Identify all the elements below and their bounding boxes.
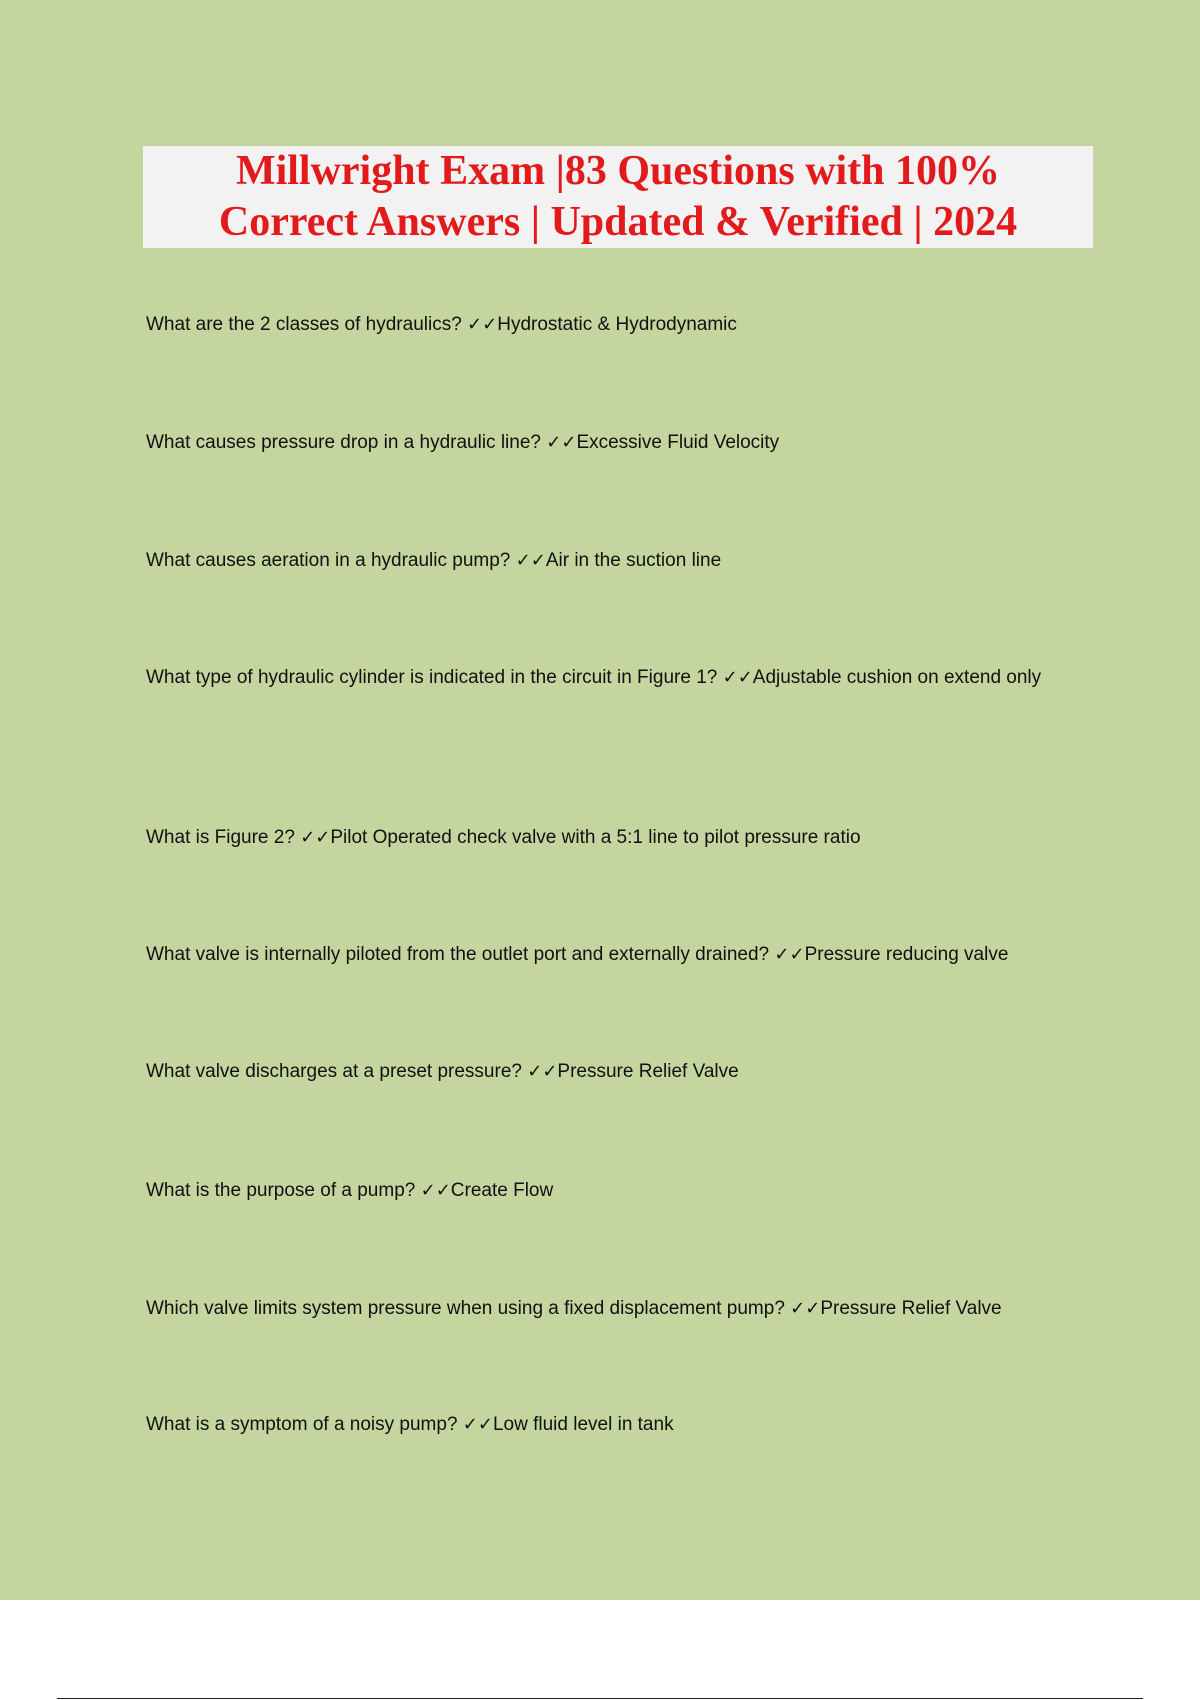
question-text: What is a symptom of a noisy pump? xyxy=(146,1414,458,1435)
question-text: What is Figure 2? xyxy=(146,827,295,848)
question-text: What causes pressure drop in a hydraulic line? xyxy=(146,432,541,453)
question-text: What causes aeration in a hydraulic pump? xyxy=(146,550,511,571)
qa-item-2 xyxy=(146,421,1096,464)
double-check-icon: ✓✓ xyxy=(420,1180,451,1201)
answer-text: Create Flow xyxy=(450,1180,554,1201)
question-text: What valve is internally piloted from the outlet port and externally drained? xyxy=(146,944,770,965)
double-check-icon: ✓✓ xyxy=(790,1298,821,1319)
double-check-icon: ✓✓ xyxy=(515,550,546,571)
qa-item-10 xyxy=(146,1403,1096,1446)
double-check-icon: ✓✓ xyxy=(462,1414,493,1435)
answer-text: Excessive Fluid Velocity xyxy=(576,432,780,453)
answer-text: Pressure reducing valve xyxy=(804,944,1009,965)
answer-text: Pressure Relief Valve xyxy=(557,1061,739,1082)
question-text: What is the purpose of a pump? xyxy=(146,1180,416,1201)
answer-text: Low fluid level in tank xyxy=(492,1414,674,1435)
question-text: What type of hydraulic cylinder is indicated in the circuit in Figure 1? xyxy=(146,667,718,688)
qa-item-3 xyxy=(146,539,1096,582)
question-text: What valve discharges at a preset pressure? xyxy=(146,1061,522,1082)
qa-item-7 xyxy=(146,1050,1096,1093)
double-check-icon: ✓✓ xyxy=(467,314,498,335)
qa-item-4 xyxy=(146,656,1096,699)
answer-text: Pressure Relief Valve xyxy=(820,1298,1002,1319)
answer-text: Pilot Operated check valve with a 5:1 line to pilot pressure ratio xyxy=(330,827,861,848)
title-box xyxy=(143,146,1093,248)
double-check-icon: ✓✓ xyxy=(546,432,577,453)
document-title-line-1: Millwright Exam |83 Questions with 100% xyxy=(235,148,1001,194)
double-check-icon: ✓✓ xyxy=(527,1061,558,1082)
qa-item-8 xyxy=(146,1169,1096,1212)
qa-item-1 xyxy=(146,303,1096,346)
qa-item-5 xyxy=(146,816,1096,859)
double-check-icon: ✓✓ xyxy=(300,827,331,848)
qa-item-6 xyxy=(146,933,1096,976)
document-title-line-2: Correct Answers | Updated & Verified | 2024 xyxy=(218,199,1018,245)
qa-item-9 xyxy=(146,1287,1096,1330)
answer-text: Air in the suction line xyxy=(545,550,722,571)
question-text: What are the 2 classes of hydraulics? xyxy=(146,314,462,335)
footer-divider xyxy=(57,1698,1143,1699)
answer-text: Hydrostatic & Hydrodynamic xyxy=(497,314,737,335)
double-check-icon: ✓✓ xyxy=(722,667,753,688)
question-text: Which valve limits system pressure when using a fixed displacement pump? xyxy=(146,1298,785,1319)
double-check-icon: ✓✓ xyxy=(774,944,805,965)
answer-text: Adjustable cushion on extend only xyxy=(752,667,1042,688)
